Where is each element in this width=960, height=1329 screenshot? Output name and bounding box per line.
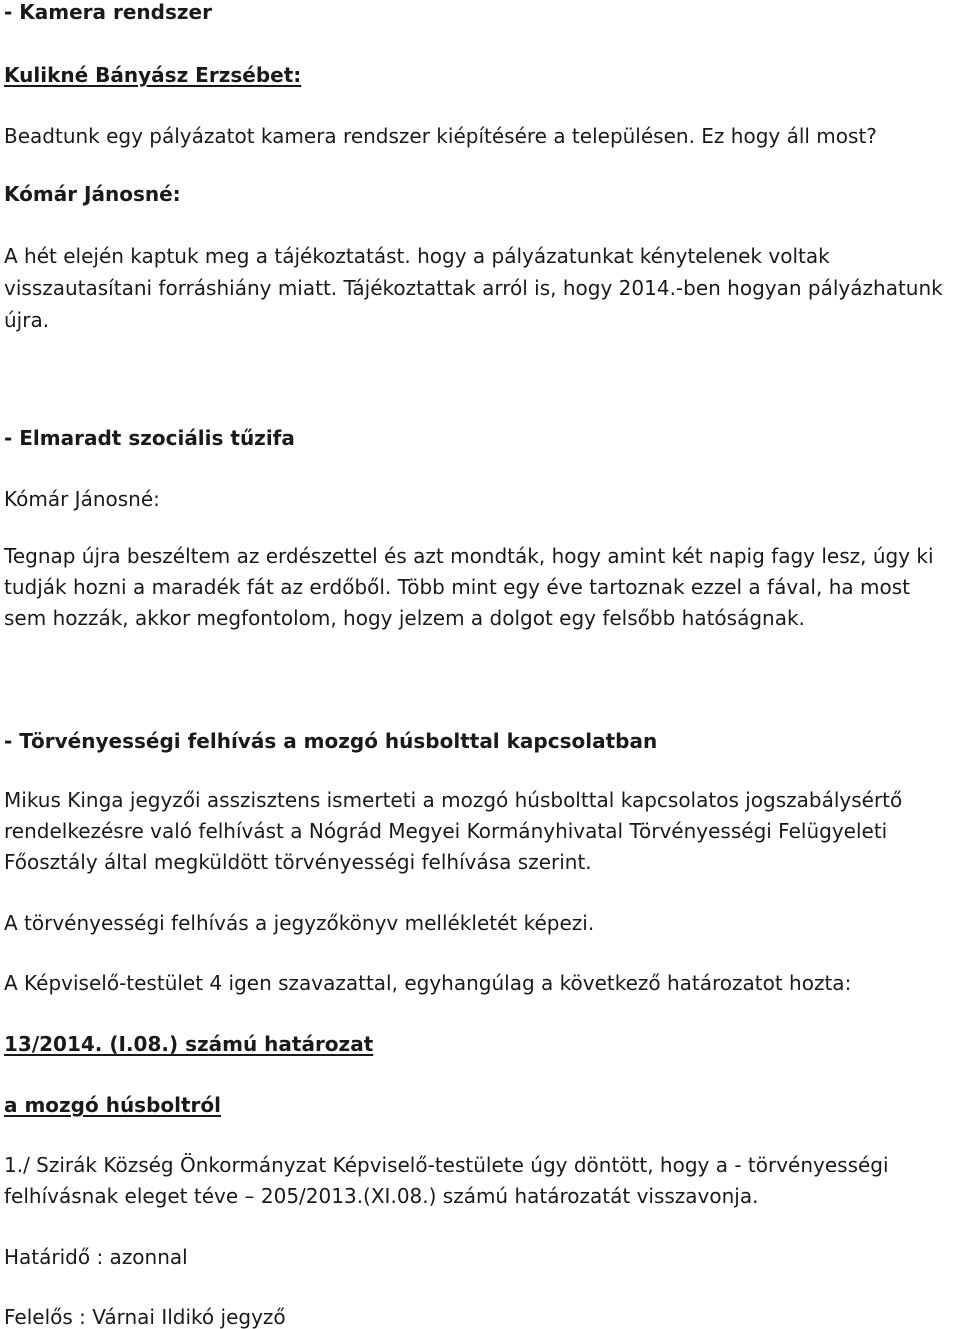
- section-heading-legal: - Törvényességi felhívás a mozgó húsbolttal kapcsolatban: [4, 729, 658, 753]
- resolution-subject: a mozgó húsboltról: [4, 1093, 222, 1117]
- paragraph: Beadtunk egy pályázatot kamera rendszer kiépítésére a településen. Ez hogy áll most?: [4, 124, 877, 148]
- paragraph: A Képviselő-testület 4 igen szavazattal, egyhangúlag a következő határozatot hozta:: [4, 971, 852, 995]
- deadline: Határidő : azonnal: [4, 1245, 188, 1269]
- speaker-label: Kómár Jánosné:: [4, 182, 181, 206]
- paragraph: Mikus Kinga jegyzői asszisztens ismerteti a mozgó húsbolttal kapcsolatos jogszabálysértő rendelkezésre való felhívást a Nógrád Megyei Kormányhivatal Törvényességi Felügyeleti Főosztály által megküldött törvényességi felhívása szerint.: [4, 788, 903, 874]
- speaker-label: Kómár Jánosné:: [4, 487, 160, 511]
- paragraph: A törvényességi felhívás a jegyzőkönyv mellékletét képezi.: [4, 911, 595, 935]
- responsible-person: Felelős : Várnai Ildikó jegyző: [4, 1305, 286, 1329]
- resolution-text: 1./ Szirák Község Önkormányzat Képviselő-testülete úgy döntött, hogy a - törvényességi felhívásnak eleget téve – 205/2013.(XI.08.) számú határozatát visszavonja.: [4, 1153, 889, 1208]
- section-heading-firewood: - Elmaradt szociális tűzifa: [4, 426, 295, 450]
- paragraph: A hét elején kaptuk meg a tájékoztatást. hogy a pályázatunkat kénytelenek voltak visszautasítani forráshiány miatt. Tájékoztattak arról is, hogy 2014.-ben hogyan pályázhatunk újra.: [4, 244, 943, 332]
- section-heading-camera: - Kamera rendszer: [4, 0, 212, 24]
- paragraph: Tegnap újra beszéltem az erdészettel és azt mondták, hogy amint két napig fagy lesz, úgy ki tudják hozni a maradék fát az erdőből. Több mint egy éve tartoznak ezzel a fával, ha most sem hozzák, akkor megfontolom, hogy jelzem a dolgot egy felsőbb hatóságnak.: [4, 544, 934, 630]
- resolution-number: 13/2014. (I.08.) számú határozat: [4, 1032, 374, 1056]
- speaker-label: Kulikné Bányász Erzsébet:: [4, 63, 302, 87]
